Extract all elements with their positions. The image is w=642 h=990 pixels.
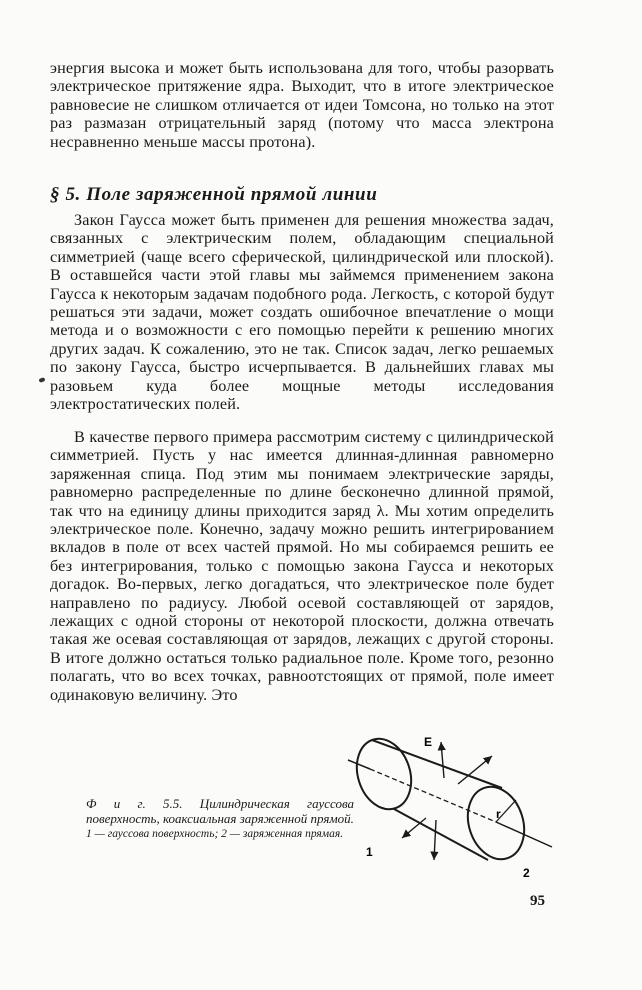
top-paragraph [50,59,554,151]
caption-legend: 1 — гауссова поверхность; 2 — заряженная прямая. [86,828,344,840]
paragraph-text: энергия высока и может быть использована для того, чтобы разорвать электрическое притяжение ядра. Выходит, что в итоге электрическое равновесие не слишком отличается от идеи Томсона, но только на этот раз размазан отрицательный заряд (потому что масса электрона несравненно меньше массы протона). [50,59,554,151]
field-arrow-upper-right [458,756,492,784]
charged-line-inner [370,769,496,822]
radius-label-r: r [496,807,501,821]
cylinder-bottom-edge [394,809,488,860]
label-1-gaussian-surface: 1 [366,845,373,859]
paragraph-text: В качестве первого примера рассмотрим систему с цилиндрической симметрией. Пусть у нас имеется длинная-длинная равномерно заряженная спица. Под этим мы понимаем электрические заряды, равномерно распределенные по длине бесконечно длинной прямой, так что на единицу длины приходится заряд λ. Мы хотим определить электрическое поле. Конечно, задачу можно решить интегрированием вкладов в поле от всех частей прямой. Но мы собираемся решить ее без интегрирования, только с помощью закона Гаусса и некоторых догадок. Во-первых, легко догадаться, что электрическое поле будет направлено по радиусу. Любой осевой составляющей от зарядов, лежащих с одной стороны от некоторой плоскости, должна отвечать такая же осевая составляющая от зарядов, лежащих с другой стороны. В итоге должно остаться только радиальное поле. Кроме того, резонно полагать, что во всех точках, равноотстоящих от прямой, поле имеет одинаковую величину. Это [50,428,554,704]
field-arrow-up [441,742,444,778]
field-label-E: E [424,735,433,749]
label-2-charged-line: 2 [523,866,530,880]
cylinder-right-end [459,779,533,866]
page-number: 95 [530,893,545,909]
caption-main: Ф и г. 5.5. Цилиндрическая гауссова поверхность, коаксиальная заряженной прямой. [86,796,354,826]
paragraph-cylindrical-example [50,428,554,704]
field-arrow-lower-left [402,818,426,838]
paragraph-gauss-law [50,211,554,413]
paragraph-text: Закон Гаусса может быть применен для решения множества задач, связанных с электрическим полем, обладающим специальной симметрией (чаще всего сферической, цилиндрической или плоской). В оставшейся части этой главы мы займемся применением закона Гаусса к некоторым задачам подобного рода. Легкость, с которой будут решаться эти задачи, может создать ошибочное впечатление о мощи метода и о возможности с его помощью перейти к решению многих других задач. К сожалению, это не так. Список задач, легко решаемых по закону Гаусса, быстро исчерпывается. В дальнейших главах мы разовьем куда более мощные методы исследования электростатических полей. [50,211,554,414]
section-title: § 5. Поле заряженной прямой линии [50,184,378,205]
field-arrow-down [434,820,436,860]
charged-line-left [348,760,370,769]
figure-caption [86,796,354,841]
gaussian-cylinder-figure [346,722,556,882]
print-smudge [38,377,45,383]
